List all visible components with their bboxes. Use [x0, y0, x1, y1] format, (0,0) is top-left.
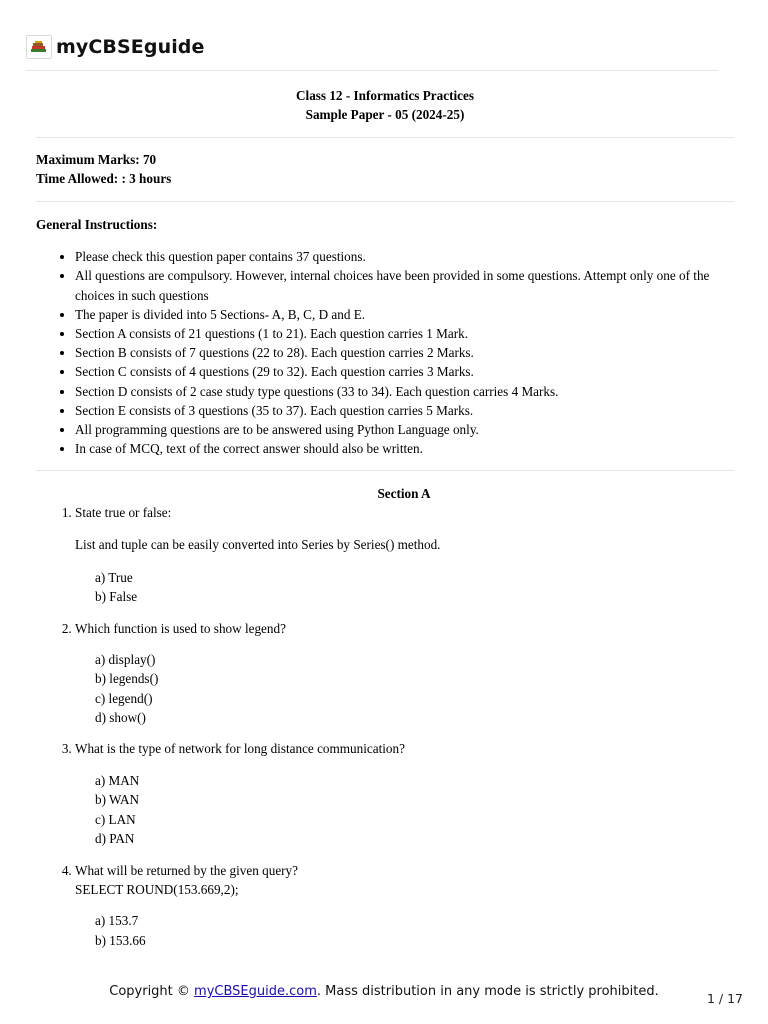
brand-name[interactable]: myCBSEguide	[56, 36, 205, 58]
question-item	[75, 619, 734, 739]
options	[75, 568, 734, 606]
question-item	[75, 739, 734, 861]
list-item: • All questions are compulsory. However, internal choices have been provided in some questions. Attempt only one of the choices in such questions	[75, 266, 734, 304]
instructions-list	[36, 247, 734, 458]
paper-meta	[36, 150, 734, 188]
question-statement: List and tuple can be easily converted into Series by Series() method.	[75, 537, 441, 553]
header-divider	[26, 70, 718, 71]
list-item: • Section E consists of 3 questions (35 to 37). Each question carries 5 Marks.	[75, 401, 734, 420]
question-item	[75, 861, 734, 950]
instructions-heading: General Instructions:	[36, 217, 158, 232]
option: a) True	[95, 569, 133, 585]
question-text: 2. Which function is used to show legend?	[75, 621, 286, 637]
divider	[36, 201, 734, 202]
sql-query: SELECT ROUND(153.669,2);	[75, 882, 239, 898]
option: b) legends()	[95, 671, 159, 687]
question-text: 3. What is the type of network for long distance communication?	[75, 741, 405, 757]
site-header	[26, 32, 205, 62]
general-instructions	[36, 215, 734, 458]
max-marks: Maximum Marks: 70	[36, 152, 157, 167]
list-item: • Section A consists of 21 questions (1 to 21). Each question carries 1 Mark.	[75, 324, 734, 343]
question-item	[75, 503, 734, 619]
section-heading: Section A	[377, 486, 431, 501]
option: b) WAN	[95, 792, 140, 808]
option: c) legend()	[95, 690, 153, 706]
options	[75, 650, 734, 727]
list-item: • Section C consists of 4 questions (29 to 32). Each question carries 3 Marks.	[75, 362, 734, 381]
option: c) LAN	[95, 811, 136, 827]
option: b) False	[95, 588, 138, 604]
page-number: 1 / 17	[706, 991, 743, 1006]
question-text: 1. State true or false:	[75, 505, 172, 521]
list-item: • All programming questions are to be answered using Python Language only.	[75, 420, 734, 439]
list-item: • The paper is divided into 5 Sections- A, B, C, D and E.	[75, 305, 734, 324]
option: a) display()	[95, 652, 156, 668]
question-list	[36, 503, 734, 950]
option: a) MAN	[95, 773, 140, 789]
section-a	[36, 484, 734, 950]
divider	[36, 470, 734, 471]
title-line-1: Class 12 - Informatics Practices	[296, 88, 474, 103]
option: d) show()	[95, 709, 146, 725]
copyright-footer	[0, 984, 768, 999]
books-logo-icon	[26, 35, 52, 59]
options	[75, 771, 734, 848]
option: d) PAN	[95, 830, 135, 846]
options	[75, 911, 734, 949]
copyright-prefix: Copyright ©	[109, 984, 195, 999]
list-item: • Please check this question paper contains 37 questions.	[75, 247, 734, 266]
question-text: 4. What will be returned by the given query?	[75, 863, 299, 879]
option: b) 153.66	[95, 932, 146, 948]
title-line-2: Sample Paper - 05 (2024-25)	[305, 107, 465, 123]
option: a) 153.7	[95, 913, 139, 929]
divider	[36, 137, 734, 138]
list-item: • In case of MCQ, text of the correct answer should also be written.	[75, 439, 734, 458]
site-link[interactable]: myCBSEguide.com	[194, 984, 317, 999]
list-item: • Section B consists of 7 questions (22 to 28). Each question carries 2 Marks.	[75, 343, 734, 362]
copyright-suffix: . Mass distribution in any mode is strictly prohibited.	[316, 984, 659, 999]
paper-title	[36, 86, 734, 124]
time-allowed: Time Allowed: : 3 hours	[36, 171, 172, 187]
list-item: • Section D consists of 2 case study type questions (33 to 34). Each question carries 4 Marks.	[75, 382, 734, 401]
